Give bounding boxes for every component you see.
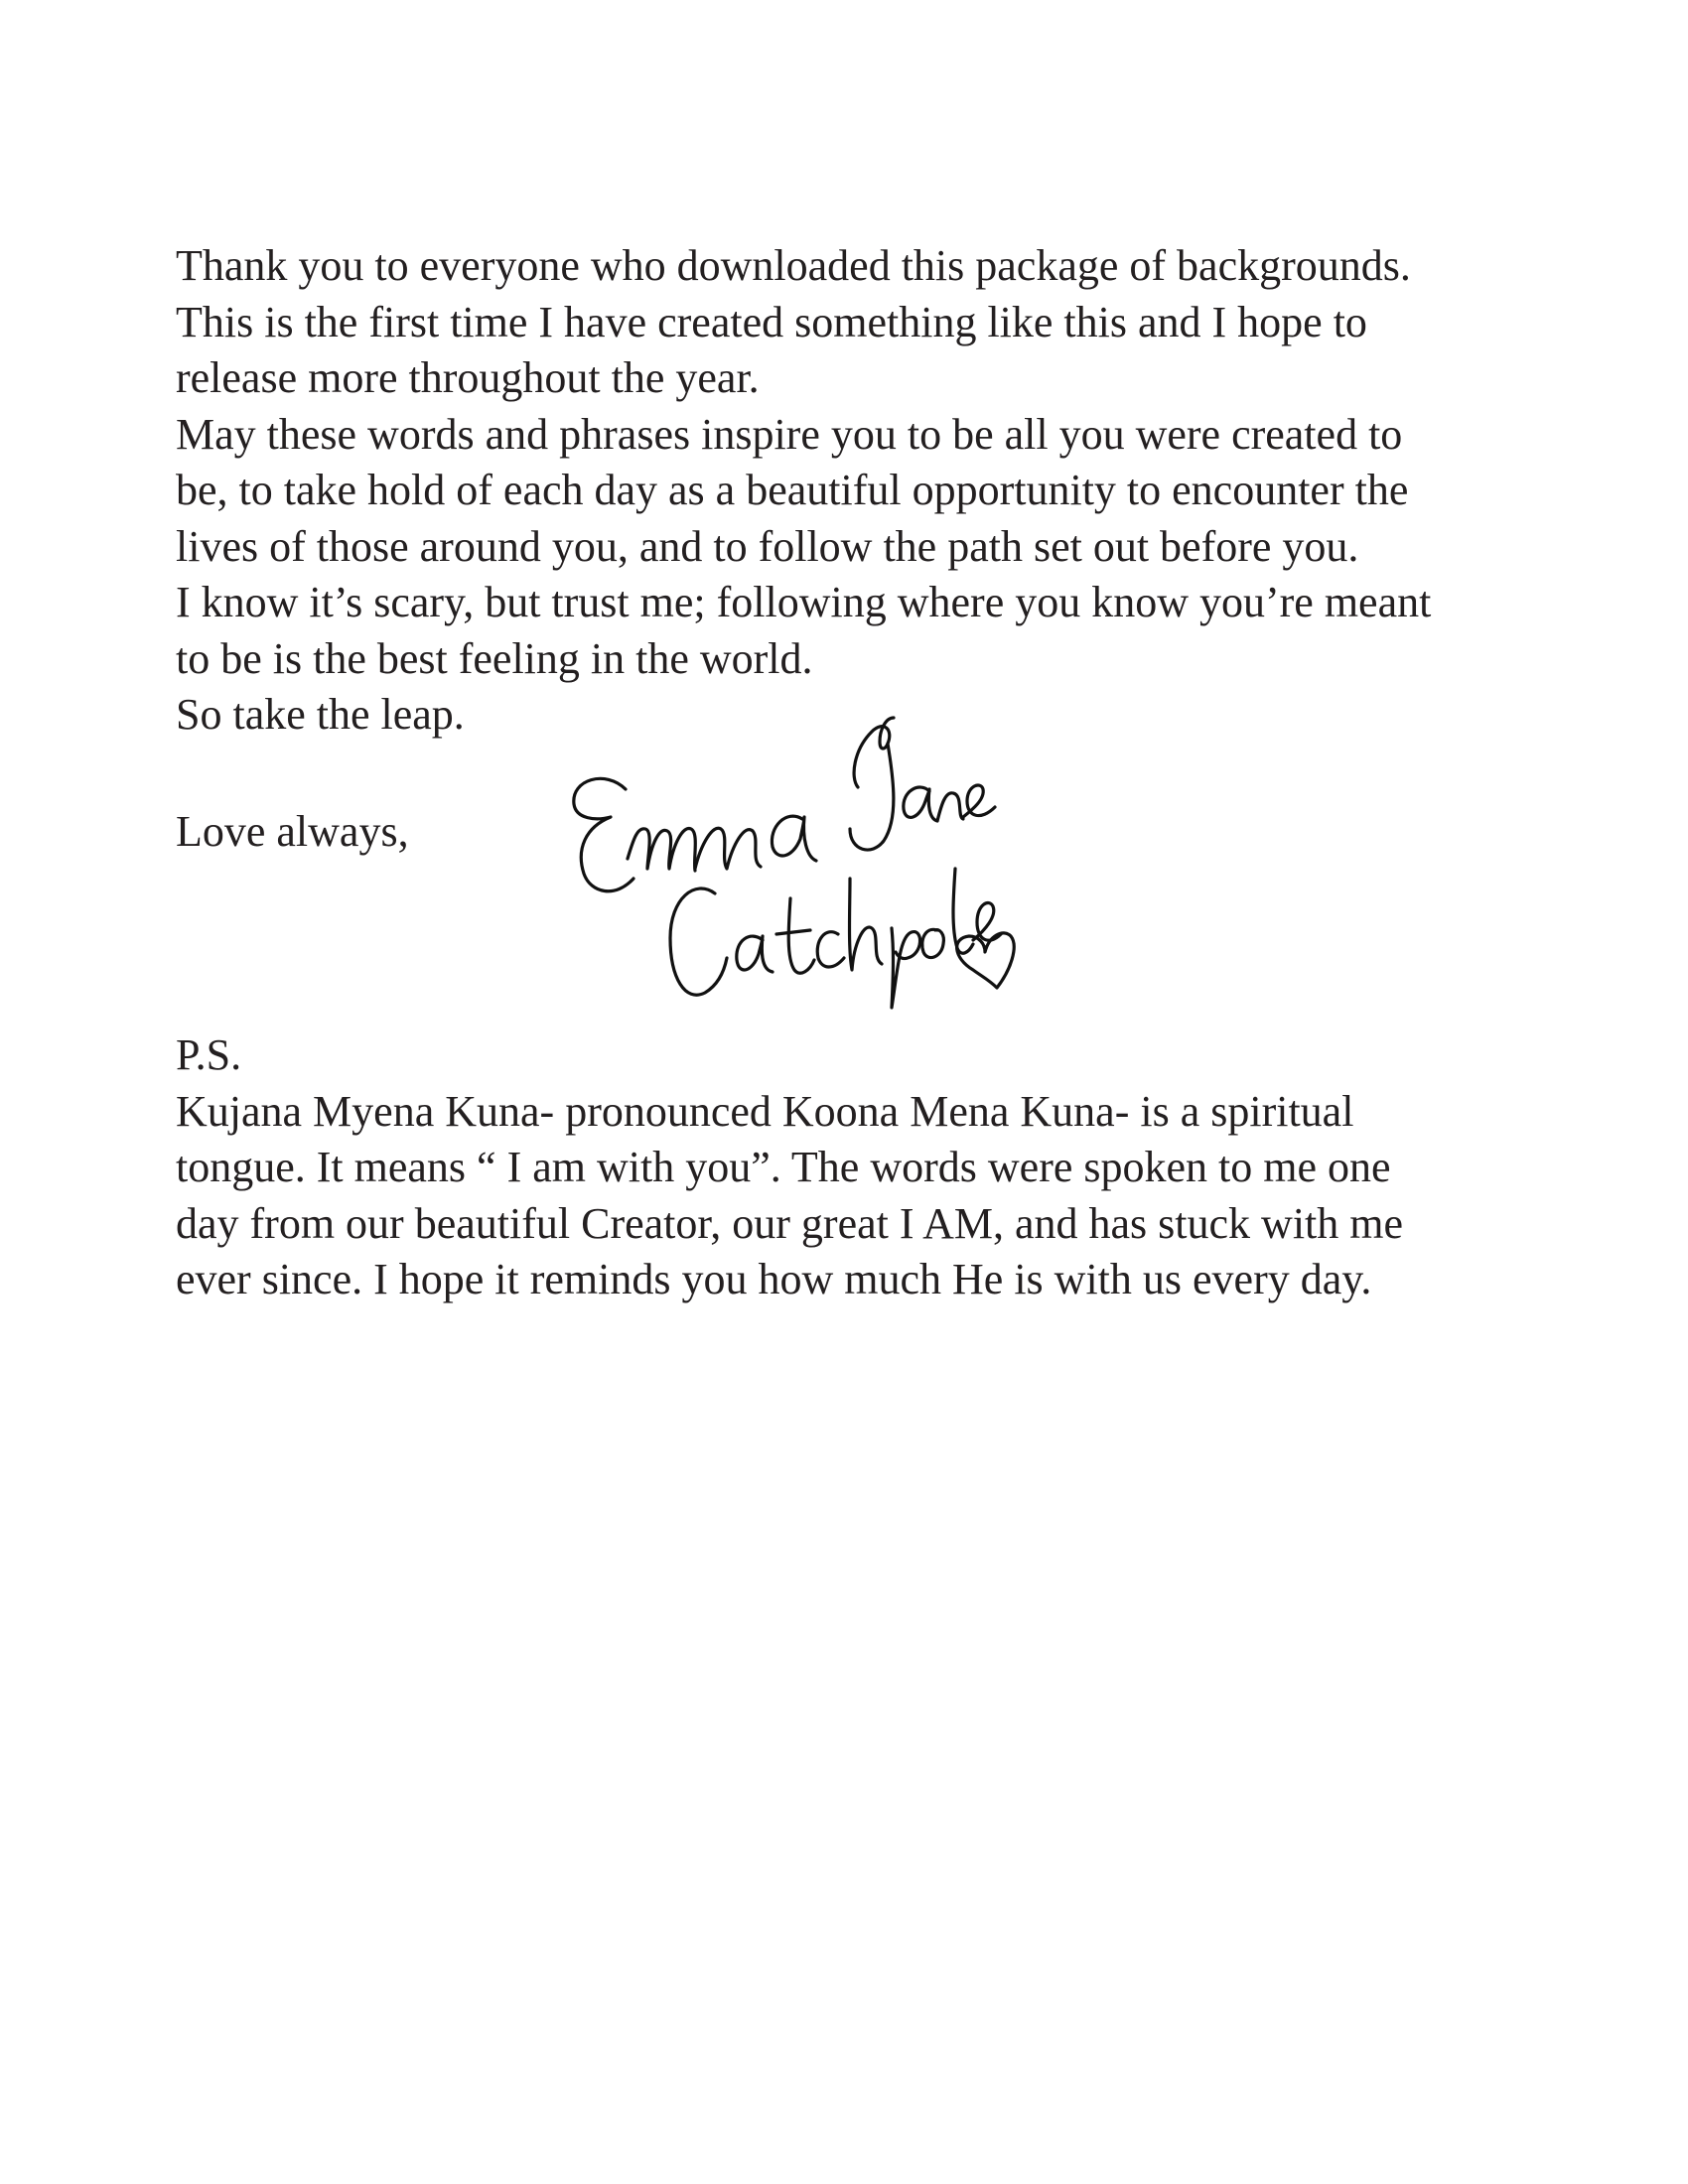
letter-line: release more throughout the year. xyxy=(176,353,760,402)
letter-line: I know it’s scary, but trust me; following where you know you’re meant xyxy=(176,578,1432,626)
postscript-line: ever since. I hope it reminds you how much He is with us every day. xyxy=(176,1255,1372,1303)
postscript xyxy=(176,1027,1566,1308)
postscript-line: Kujana Myena Kuna- pronounced Koona Mena Kuna- is a spiritual xyxy=(176,1086,1354,1136)
letter-line: So take the leap. xyxy=(176,690,465,739)
letter-line: be, to take hold of each day as a beautiful opportunity to encounter the xyxy=(176,466,1409,514)
letter-line: to be is the best feeling in the world. xyxy=(176,633,813,683)
letter-line: This is the first time I have created something like this and I hope to xyxy=(176,297,1367,346)
letter-line: lives of those around you, and to follow the path set out before you. xyxy=(176,521,1359,571)
postscript-label: P.S. xyxy=(176,1030,242,1079)
postscript-line: tongue. It means “ I am with you”. The words were spoken to me one xyxy=(176,1143,1391,1191)
letter-body xyxy=(176,238,1566,744)
handwritten-signature xyxy=(556,710,1072,1047)
closing-salutation: Love always, xyxy=(176,807,409,856)
letter-line: May these words and phrases inspire you to be all you were created to xyxy=(176,409,1403,459)
postscript-line: day from our beautiful Creator, our great I AM, and has stuck with me xyxy=(176,1198,1404,1248)
letter-line: Thank you to everyone who downloaded this package of backgrounds. xyxy=(176,241,1411,290)
